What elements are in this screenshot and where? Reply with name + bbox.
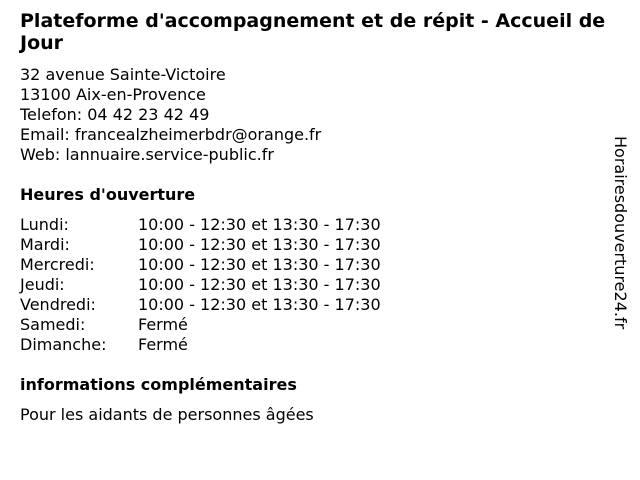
day-hours: 10:00 - 12:30 et 13:30 - 17:30 — [138, 235, 381, 254]
hours-row-tuesday — [20, 235, 610, 255]
day-hours: 10:00 - 12:30 et 13:30 - 17:30 — [138, 255, 381, 274]
day-hours: 10:00 - 12:30 et 13:30 - 17:30 — [138, 215, 381, 234]
address-block — [20, 65, 610, 165]
page-title: Plateforme d'accompagnement et de répit - Accueil de Jour — [20, 10, 606, 54]
phone-number: Telefon: 04 42 23 42 49 — [20, 105, 210, 124]
listing-content — [20, 0, 610, 425]
hours-row-saturday — [20, 315, 610, 335]
website: Web: lannuaire.service-public.fr — [20, 145, 274, 164]
city-address: 13100 Aix-en-Provence — [20, 85, 206, 104]
day-hours: Fermé — [138, 335, 188, 354]
hours-row-monday — [20, 215, 610, 235]
day-label: Vendredi: — [20, 295, 96, 314]
day-label: Mercredi: — [20, 255, 95, 274]
day-hours: 10:00 - 12:30 et 13:30 - 17:30 — [138, 295, 381, 314]
day-label: Samedi: — [20, 315, 86, 334]
info-text: Pour les aidants de personnes âgées — [20, 405, 314, 424]
day-label: Jeudi: — [20, 275, 65, 294]
info-heading: informations complémentaires — [20, 375, 297, 394]
street-address: 32 avenue Sainte-Victoire — [20, 65, 226, 84]
hours-row-sunday — [20, 335, 610, 355]
site-watermark: Horairesdouverture24.fr — [611, 136, 630, 330]
email-address: Email: francealzheimerbdr@orange.fr — [20, 125, 322, 144]
hours-table — [20, 215, 610, 355]
day-label: Dimanche: — [20, 335, 107, 354]
hours-row-wednesday — [20, 255, 610, 275]
hours-row-friday — [20, 295, 610, 315]
day-hours: Fermé — [138, 315, 188, 334]
day-label: Lundi: — [20, 215, 69, 234]
hours-heading: Heures d'ouverture — [20, 185, 196, 204]
day-hours: 10:00 - 12:30 et 13:30 - 17:30 — [138, 275, 381, 294]
day-label: Mardi: — [20, 235, 70, 254]
hours-row-thursday — [20, 275, 610, 295]
